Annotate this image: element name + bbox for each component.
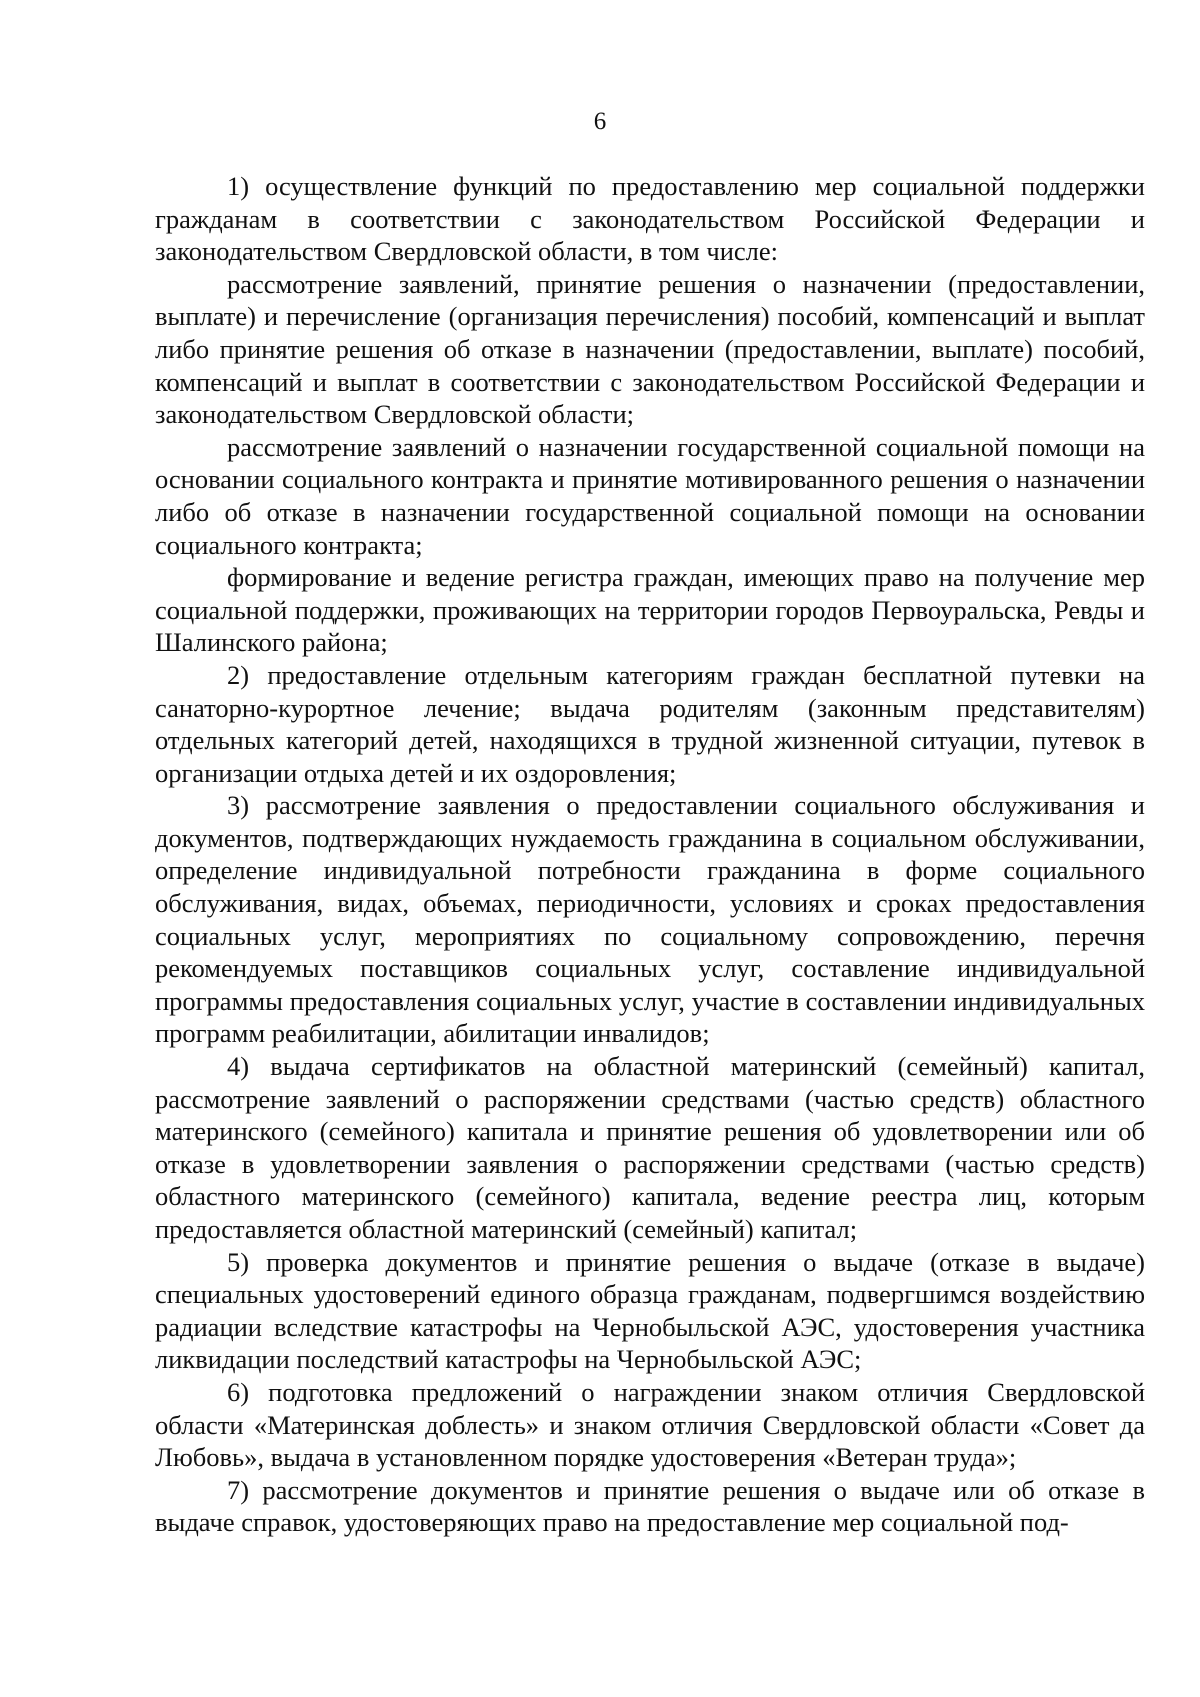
paragraph-1-item-applications: рассмотрение заявлений, принятие решения о назначении (предоставлении, выплате) и перечисление (организация перечисления) пособий, компенсаций и выплат либо принятие решения об отказе в назначении (предоставлении, выплате) пособий, компенсаций и выплат в соответствии с законодательством Российской Федерации и законодательством Свердловской области; xyxy=(155,268,1145,430)
paragraph-7: 7) рассмотрение документов и принятие решения о выдаче или об отказе в выдаче справок, удостоверяющих право на предоставление мер социальной под- xyxy=(155,1474,1145,1538)
paragraph-1: 1) осуществление функций по предоставлению мер социальной поддержки гражданам в соответствии с законодательством Российской Федерации и законодательством Свердловской области, в том числе: xyxy=(155,171,1145,267)
paragraph-4: 4) выдача сертификатов на областной материнский (семейный) капитал, рассмотрение заявлений о распоряжении средствами (частью средств) областного материнского (семейного) капитала и принятие решения об удовлетворении или об отказе в удовлетворении заявления о распоряжении средствами (частью средств) областного материнского (семейного) капитала, ведение реестра лиц, которым предоставляется областной материнский (семейный) капитал; xyxy=(155,1051,1145,1244)
paragraph-2: 2) предоставление отдельным категориям граждан бесплатной путевки на санаторно-курортное лечение; выдача родителям (законным представителям) отдельных категорий детей, находящихся в трудной жизненной ситуации, путевок в организации отдыха детей и их оздоровления; xyxy=(155,659,1145,788)
document-body xyxy=(155,170,1145,1539)
paragraph-6: 6) подготовка предложений о награждении знаком отличия Свердловской области «Материнская доблесть» и знаком отличия Свердловской области «Совет да Любовь», выдача в установленном порядке удостоверения «Ветеран труда»; xyxy=(155,1376,1145,1473)
paragraph-1-item-register: формирование и ведение регистра граждан, имеющих право на получение мер социальной поддержки, проживающих на территории городов Первоуральска, Ревды и Шалинского района; xyxy=(155,562,1145,658)
paragraph-3: 3) рассмотрение заявления о предоставлении социального обслуживания и документов, подтверждающих нуждаемость гражданина в социальном обслуживании, определение индивидуальной потребности гражданина в форме социального обслуживания, видах, объемах, периодичности, условиях и сроках предоставления социальных услуг, мероприятиях по социальному сопровождению, перечня рекомендуемых поставщиков социальных услуг, составление индивидуальной программы предоставления социальных услуг, участие в составлении индивидуальных программ реабилитации, абилитации инвалидов; xyxy=(155,790,1145,1049)
paragraph-1-item-social-contract: рассмотрение заявлений о назначении государственной социальной помощи на основании социального контракта и принятие мотивированного решения о назначении либо об отказе в назначении государственной социальной помощи на основании социального контракта; xyxy=(155,431,1145,560)
page-number: 6 xyxy=(593,108,607,135)
paragraph-5: 5) проверка документов и принятие решения о выдаче (отказе в выдаче) специальных удостоверений единого образца гражданам, подвергшимся воздействию радиации вследствие катастрофы на Чернобыльской АЭС, удостоверения участника ликвидации последствий катастрофы на Чернобыльской АЭС; xyxy=(155,1246,1145,1375)
